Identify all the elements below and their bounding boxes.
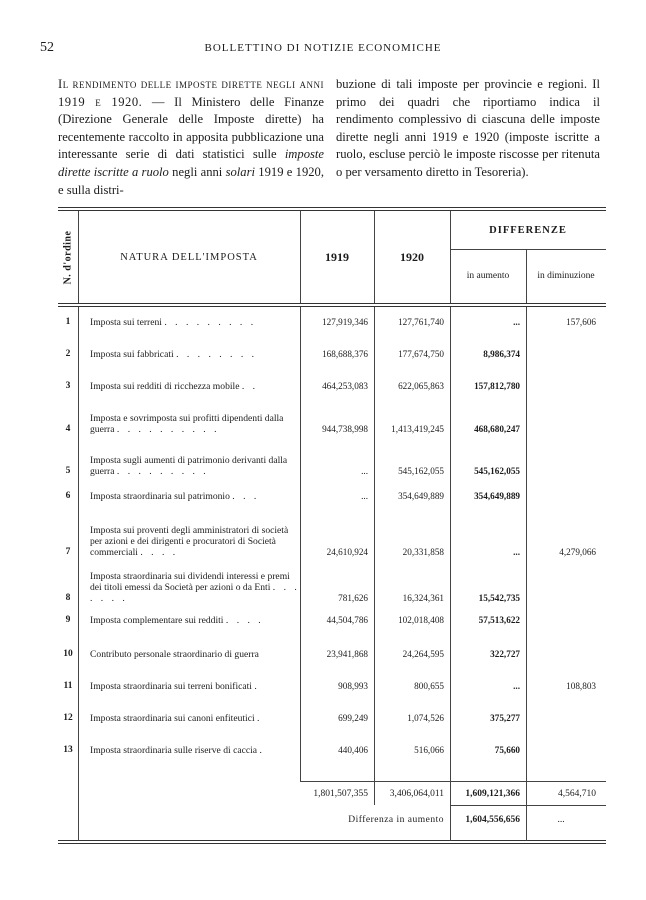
row-description: [90, 381, 300, 392]
value-aumento: 57,513,622: [478, 615, 520, 625]
value-1919: 464,253,083: [322, 381, 368, 391]
value-1919: 699,249: [338, 713, 368, 723]
row-description-text: Imposta straordinaria sui canoni enfiteutici: [90, 713, 255, 724]
header-divider: [78, 211, 79, 303]
table-header: [58, 211, 606, 303]
row-description: [90, 317, 300, 328]
difference-aumento: 1,604,556,656: [465, 815, 520, 825]
value-aumento: ...: [513, 317, 520, 327]
row-leader-dots: . . . . . . .: [90, 582, 300, 604]
intro-text-3: 1919 e 1920, e sulla distri-: [58, 164, 325, 197]
header-divider: [374, 211, 375, 303]
intro-emphasis-2: solari: [225, 164, 256, 179]
value-1920: 24,264,595: [402, 649, 444, 659]
value-1920: 1,074,526: [407, 713, 444, 723]
row-leader-dots: . . . . . . . .: [176, 349, 258, 360]
header-differenze: DIFFERENZE: [489, 224, 567, 236]
header-1919: 1919: [325, 249, 349, 264]
value-aumento: 545,162,055: [474, 466, 520, 476]
row-leader-dots: . . .: [232, 491, 260, 502]
header-divider: [450, 211, 451, 303]
value-aumento: ...: [513, 547, 520, 557]
header-ordine: [58, 211, 78, 303]
value-1919: 23,941,868: [326, 649, 368, 659]
row-leader-dots: . . . .: [140, 547, 179, 558]
value-1920: 177,674,750: [398, 349, 444, 359]
total-aumento: 1,609,121,366: [465, 789, 520, 799]
row-leader-dots: . . . .: [225, 615, 264, 626]
difference-diminuzione: ...: [557, 815, 565, 825]
difference-label: Differenza in aumento: [348, 815, 444, 825]
row-description: [90, 571, 300, 604]
difference-rule: [450, 805, 606, 806]
row-description: [90, 615, 300, 626]
value-aumento: 375,277: [490, 713, 520, 723]
row-number: 5: [65, 466, 71, 476]
value-1919: 944,738,998: [322, 424, 368, 434]
row-number: 13: [63, 745, 73, 755]
intro-text-1: — Il Ministero delle Finanze (Direzione Generale delle Imposte dirette) ha recentemente raccolto in apposita pubblicazione una interessante serie di dati statistici sulle: [58, 94, 325, 162]
row-description: [90, 681, 300, 692]
column-divider: [374, 307, 375, 781]
row-number: 10: [63, 649, 73, 659]
row-description-text: Imposta straordinaria sulle riserve di caccia: [90, 745, 258, 756]
value-1919: ...: [361, 491, 368, 501]
column-divider: [78, 781, 79, 841]
row-number: 8: [65, 593, 71, 603]
row-number: 6: [65, 491, 71, 501]
column-divider: [526, 307, 527, 781]
value-1920: 354,649,889: [398, 491, 444, 501]
value-1919: 168,688,376: [322, 349, 368, 359]
row-description: [90, 349, 300, 360]
intro-lead-heading: Il rendimento delle imposte dirette negli anni 1919 e 1920.: [58, 77, 324, 109]
value-1920: 516,066: [414, 745, 444, 755]
header-ordine-label: N. d'ordine: [62, 230, 74, 284]
row-description-text: Imposta sui terreni: [90, 317, 162, 328]
value-aumento: 15,542,735: [478, 593, 520, 603]
row-description-text: Imposta straordinaria sui terreni bonificati: [90, 681, 252, 692]
value-1920: 545,162,055: [398, 466, 444, 476]
row-description-text: Imposta sui fabbricati: [90, 349, 174, 360]
row-leader-dots: .: [259, 745, 265, 756]
value-1919: 44,504,786: [326, 615, 368, 625]
value-1919: 908,993: [338, 681, 368, 691]
column-divider: [300, 307, 301, 781]
header-aumento: in aumento: [466, 271, 510, 281]
row-description: [90, 745, 300, 756]
value-1920: 1,413,419,245: [391, 424, 444, 434]
totals-rule: [300, 781, 606, 782]
row-number: 3: [65, 381, 71, 391]
value-diminuzione: 108,803: [566, 681, 596, 691]
running-title: BOLLETTINO DI NOTIZIE ECONOMICHE: [204, 42, 442, 54]
total-1919: 1,801,507,355: [313, 789, 368, 799]
row-leader-dots: .: [257, 713, 263, 724]
row-description-text: Imposta straordinaria sui dividendi interessi e premi dei titoli emessi da Società per azioni o da Enti: [90, 571, 290, 593]
row-description-text: Imposta e sovrimposta sui profitti dipendenti dalla guerra: [90, 413, 284, 435]
row-description-text: Imposta sui proventi degli amministratori di società per azioni e dei dirigenti e procuratori di Società commerciali: [90, 525, 289, 558]
total-1920: 3,406,064,011: [389, 789, 444, 799]
row-description: [90, 649, 300, 660]
value-1920: 102,018,408: [398, 615, 444, 625]
value-1920: 800,655: [414, 681, 444, 691]
tax-table: [58, 207, 606, 844]
intro-column-left: [58, 76, 324, 199]
row-number: 7: [65, 547, 71, 557]
intro-emphasis-1: imposte dirette iscritte a ruolo: [58, 147, 324, 179]
table-body: [58, 307, 606, 781]
row-number: 1: [65, 317, 71, 327]
column-divider: [450, 307, 451, 781]
value-aumento: 354,649,889: [474, 491, 520, 501]
row-leader-dots: . .: [241, 381, 259, 392]
row-description-text: Imposta sui redditi di ricchezza mobile: [90, 381, 240, 392]
header-divider: [526, 249, 527, 303]
value-aumento: 75,660: [494, 745, 520, 755]
row-description: [90, 413, 300, 435]
value-aumento: 468,680,247: [474, 424, 520, 434]
value-aumento: 8,986,374: [483, 349, 520, 359]
value-1919: ...: [361, 466, 368, 476]
value-1919: 24,610,924: [326, 547, 368, 557]
header-diminuzione: in diminuzione: [537, 271, 595, 281]
value-1920: 20,331,858: [402, 547, 444, 557]
header-natura: NATURA DELL'IMPOSTA: [120, 251, 258, 263]
row-description-text: Imposta complementare sui redditi: [90, 615, 224, 626]
value-diminuzione: 157,606: [566, 317, 596, 327]
value-aumento: 157,812,780: [474, 381, 520, 391]
row-number: 11: [63, 681, 73, 691]
value-1920: 622,065,863: [398, 381, 444, 391]
header-divider: [300, 211, 301, 303]
row-description: [90, 525, 300, 558]
value-1919: 781,626: [338, 593, 368, 603]
row-leader-dots: . . . . . . . . . .: [116, 424, 220, 435]
table-totals: [58, 781, 606, 841]
value-1920: 127,761,740: [398, 317, 444, 327]
value-aumento: ...: [513, 681, 520, 691]
value-aumento: 322,727: [490, 649, 520, 659]
row-description-text: Imposta sugli aumenti di patrimonio derivanti dalla guerra: [90, 455, 288, 477]
value-1919: 440,406: [338, 745, 368, 755]
row-number: 4: [65, 424, 71, 434]
row-description: [90, 455, 300, 477]
row-description-text: Contributo personale straordinario di guerra: [90, 649, 259, 660]
header-subrule: [450, 249, 606, 250]
row-leader-dots: . . . . . . . . .: [116, 466, 209, 477]
value-1919: 127,919,346: [322, 317, 368, 327]
row-description: [90, 491, 300, 502]
intro-text-2: negli anni: [168, 164, 226, 179]
row-leader-dots: .: [254, 681, 260, 692]
row-number: 12: [63, 713, 73, 723]
column-divider: [78, 307, 79, 781]
row-number: 9: [65, 615, 71, 625]
header-1920: 1920: [400, 249, 424, 264]
row-leader-dots: . . . . . . . . .: [164, 317, 257, 328]
intro-column-right: buzione di tali imposte per provincie e regioni. Il primo dei quadri che riportiamo indica il rendimento complessivo di ciascuna delle imposte dirette negli anni 1919 e 1920 (imposte iscritte a ruolo, escluse perciò le imposte riscosse per ritenuta o per versamento diretto in Tesoreria).: [336, 77, 600, 179]
row-description-text: Imposta straordinaria sul patrimonio: [90, 491, 230, 502]
value-diminuzione: 4,279,066: [559, 547, 596, 557]
value-1920: 16,324,361: [402, 593, 444, 603]
row-description: [90, 713, 300, 724]
page-number: 52: [40, 40, 54, 55]
row-number: 2: [65, 349, 71, 359]
total-diminuzione: 4,564,710: [558, 789, 596, 799]
